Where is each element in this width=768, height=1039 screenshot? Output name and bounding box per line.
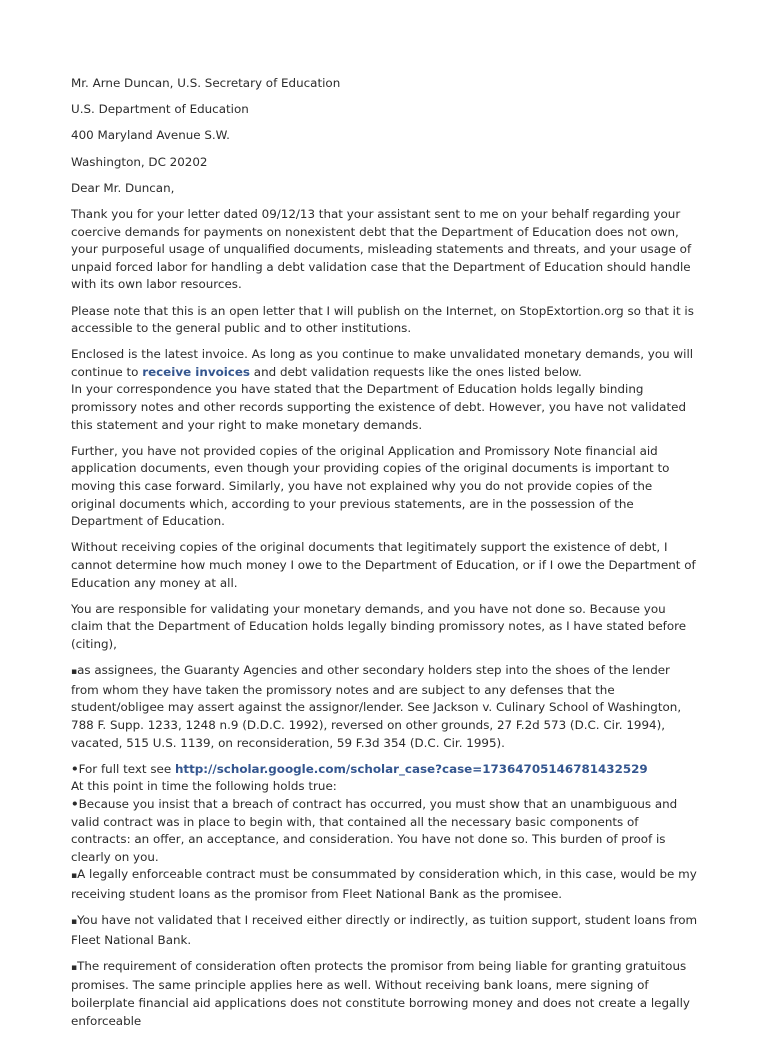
fulltext-label: For full text see	[78, 761, 175, 776]
bullet-icon: ▪	[71, 667, 78, 678]
paragraph-original-docs: Further, you have not provided copies of the original Application and Promissory Note financial aid application documents, even though your providing copies of the original documents is important to moving this case forward. Similarly, you have not explained why you do not provide copies of the original documents which, according to your previous statements, are in the possession of the Department of Education.	[71, 443, 670, 529]
recipient-street: 400 Maryland Avenue S.W.	[71, 128, 230, 143]
bullet-not-validated-text: You have not validated that I received either directly or indirectly, as tuition support, student loans from Fleet National Bank.	[71, 913, 698, 947]
bullet-requirement	[71, 958, 699, 1030]
bullet-breach	[71, 796, 699, 866]
bullet-icon: ▪	[71, 962, 78, 973]
bullet-not-validated	[71, 912, 699, 949]
at-this-point: At this point in time the following holds true:	[71, 779, 337, 794]
letter-body	[71, 75, 699, 1039]
paragraph-invoice	[71, 346, 699, 381]
fulltext-line	[71, 761, 699, 779]
recipient-name: Mr. Arne Duncan, U.S. Secretary of Education	[71, 76, 341, 90]
bullet-requirement-text: The requirement of consideration often protects the promisor from being liable for granting gratuitous promises. The same principle applies here as well. Without receiving bank loans, mere signing of boilerplate financial aid applications does not constitute borrowing money and does not create a legally enforceable	[71, 958, 690, 1028]
bullet-assignees-text: as assignees, the Guaranty Agencies and other secondary holders step into the shoes of the lender from whom they have taken the promissory notes and are subject to any defenses that the student/obligee may assert against the assignor/lender. See Jackson v. Culinary School of Washington, 788 F. Supp. 1233, 1248 n.9 (D.D.C. 1992), reversed on other grounds, 27 F.2d 573 (D.C. Cir. 1994), vacated, 515 U.S. 1139, on reconsideration, 59 F.3d 354 (D.C. Cir. 1995).	[71, 663, 682, 750]
receive-invoices-link[interactable]: receive invoices	[142, 364, 251, 379]
paragraph-thank-you: Thank you for your letter dated 09/12/13 that your assistant sent to me on your behalf regarding your coercive demands for payments on nonexistent debt that the Department of Education does not own, your purposeful usage of unqualified documents, misleading statements and threats, and your usage of unpaid forced labor for handling a debt validation case that the Department of Education should handle with its own labor resources.	[71, 206, 692, 292]
salutation: Dear Mr. Duncan,	[71, 180, 175, 195]
scholar-case-link[interactable]: http://scholar.google.com/scholar_case?case=17364705146781432529	[174, 761, 648, 776]
bullet-breach-text: Because you insist that a breach of contract has occurred, you must show that an unambiguous and valid contract was in place to begin with, that contained all the necessary basic components of contracts: an offer, an acceptance, and consideration. You have not done so. This burden of proof is clearly on you.	[71, 796, 678, 864]
bullet-enforceable	[71, 866, 699, 903]
bullet-enforceable-text: A legally enforceable contract must be consummated by consideration which, in this case, would be my receiving student loans as the promisor from Fleet National Bank as the promisee.	[71, 867, 697, 901]
paragraph-without-copies: Without receiving copies of the original documents that legitimately support the existence of debt, I cannot determine how much money I owe to the Department of Education, or if I owe the Department of Education any money at all.	[71, 540, 696, 590]
paragraph-correspondence: In your correspondence you have stated that the Department of Education holds legally binding promissory notes and other records supporting the existence of debt. However, you have not validated this statement and your right to make monetary demands.	[71, 382, 686, 432]
paragraph-open-letter: Please note that this is an open letter that I will publish on the Internet, on StopExtortion.org so that it is accessible to the general public and to other institutions.	[71, 303, 694, 336]
invoice-text-before: Enclosed is the latest invoice. As long as you continue to make unvalidated monetary demands, you will continue to	[71, 347, 694, 379]
bullet-icon: •	[71, 796, 79, 811]
invoice-text-after: and debt validation requests like the ones listed below.	[250, 364, 582, 379]
recipient-department: U.S. Department of Education	[71, 102, 249, 117]
bullet-icon: ▪	[71, 917, 78, 928]
bullet-assignees	[71, 662, 699, 752]
paragraph-responsible: You are responsible for validating your monetary demands, and you have not done so. Because you claim that the Department of Education holds legally binding promissory notes, as I have stated before (citing),	[71, 601, 687, 651]
bullet-icon: •	[71, 761, 79, 776]
recipient-city: Washington, DC 20202	[71, 154, 208, 169]
bullet-icon: ▪	[71, 871, 78, 882]
